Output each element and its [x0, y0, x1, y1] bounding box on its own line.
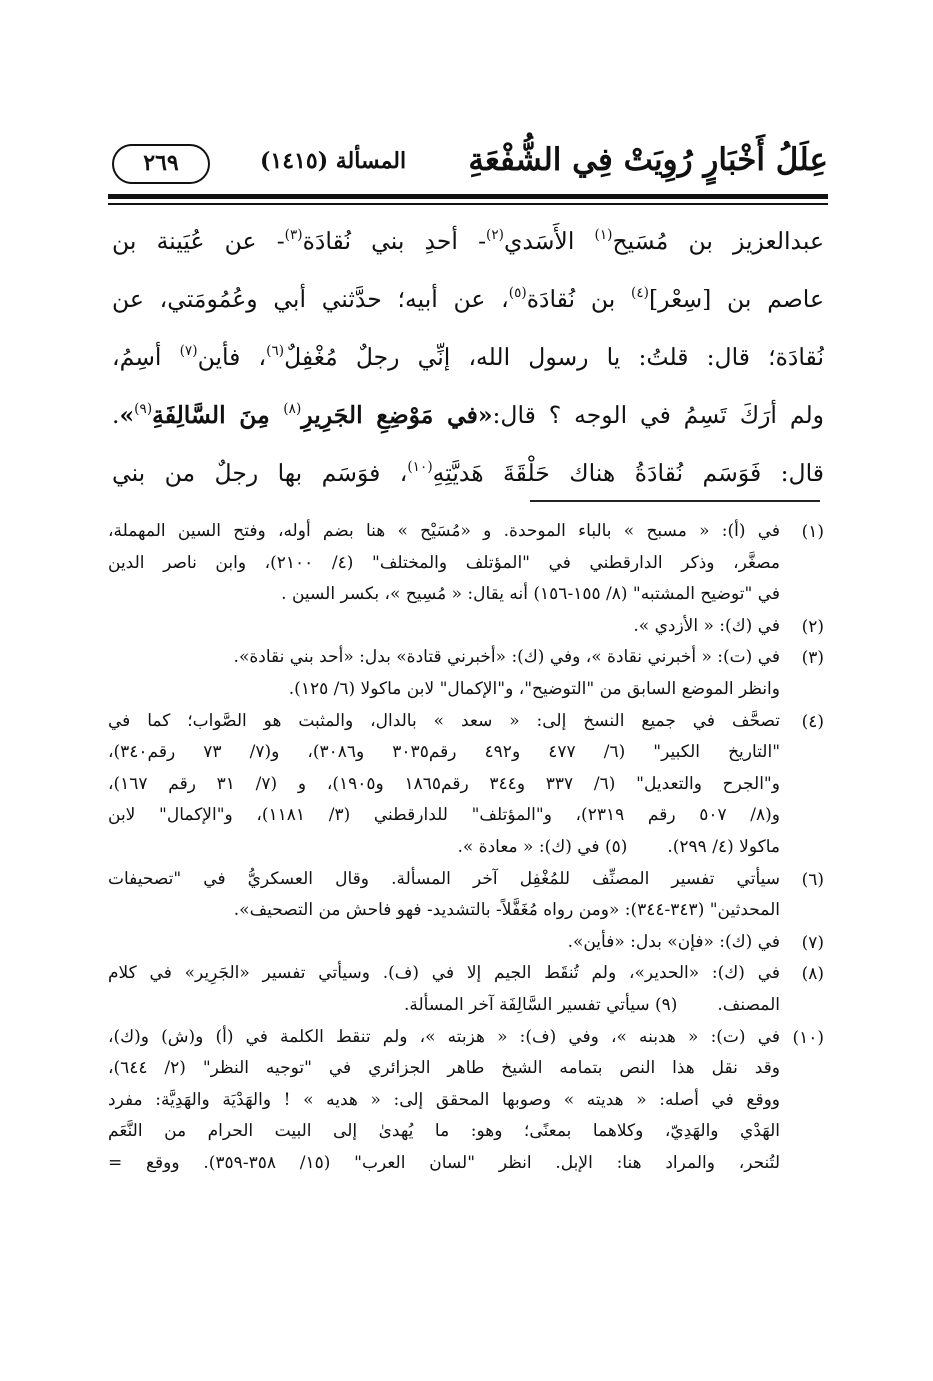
main-line: عاصم بن [سِعْر]$^{(٤)}$ بن نُقادَة$^{(٥)}$، عن أبيه؛ حدَّثني أبي وعُمُومَتي، عن [112, 284, 824, 313]
footnote-line: مصغَّر، وذكر الدارقطني في "المؤتلف والمختلف" (٤/ ٢١٠٠)، وابن ناصر الدين [108, 552, 780, 573]
footnote-line: في (ت): « أخبرني نقادة »، وفي (ك): «أخبرني قتادة» بدل: «أحد بني نقادة». [233, 647, 780, 668]
footnote [108, 864, 824, 927]
footnote [108, 958, 824, 1021]
footnote-line: تصحَّف في جميع النسخ إلى: « سعد » بالدال، والمثبت هو الصَّواب؛ كما في [108, 710, 780, 731]
footnote-ref: (٤) [630, 284, 649, 301]
footnote-inline: (٩) سيأتي تفسير السَّالِفَة آخر المسألة. [403, 994, 678, 1015]
footnote-line: في (ت): « هدبنه »، وفي (ف): « هزبته »، ولم تنقط الكلمة في (أ) و(ش) و(ك)، [108, 1026, 780, 1047]
main-text [112, 212, 824, 502]
footnote-line: في "توضيح المشتبه" (٨/ ١٥٥-١٥٦) أنه يقال: « مُسِيح »، بكسر السين . [281, 584, 780, 605]
book-title: عِلَلُ أَخْبَارٍ رُوِيَتْ فِي الشُّفْعَةِ [468, 142, 828, 178]
footnote-line: و(٨/ ٥٠٧ رقم ٢٣١٩)، و"المؤتلف" للدارقطني (٣/ ١١٨١)، و"الإكمال" لابن [108, 805, 780, 826]
footnote [108, 516, 824, 611]
footnote-ref: (٩) [134, 400, 153, 417]
footnote-line: ووقع في أصله: « هديته » وصوبها المحقق إلى: « هديه » ! والهَدْيَة والهَدِيَّة: مفرد [108, 1089, 780, 1110]
main-line: عبدالعزيز بن مُسَيح$^{(١)}$ الأَسَدي$^{(٢)}$- أحدِ بني نُقادَة$^{(٣)}$- عن عُيَينة بن [112, 226, 824, 255]
running-header [108, 138, 828, 190]
footnote-ref: (٢) [486, 226, 504, 243]
footnote-line: في (ك): « الأزدي ». [633, 615, 780, 636]
header-rule-thick [108, 194, 828, 199]
footnote-separator [530, 500, 820, 502]
footnote-number: (٢) [801, 616, 824, 637]
main-line: نُقادَة؛ قال: قلتُ: يا رسول الله، إنِّي رجلٌ مُغْفِلٌ$^{(٦)}$، فأين$^{(٧)}$ أسِمُ، [112, 342, 824, 371]
issue-label: المسألة (١٤١٥) [260, 148, 407, 174]
footnote-line: في (ك): «فإن» بدل: «فأين». [567, 931, 780, 952]
footnote-line: "التاريخ الكبير" (٦/ ٤٧٧ و٤٩٢ رقم٣٠٣٥ و٣٠٨٦)، و(٧/ ٧٣ رقم٣٤٠)، [108, 742, 780, 763]
hadith-quote: مِنَ السَّالِفَةِ [152, 401, 284, 429]
footnote [108, 927, 824, 959]
footnotes [108, 516, 824, 1179]
footnote-number: (٧) [801, 932, 824, 953]
page-number-badge: ٢٦٩ [112, 144, 210, 184]
footnote-line: وقد نقل هذا النص بتمامه الشيخ طاهر الجزائري في "توجيه النظر" (٢/ ٦٤٤)، [108, 1058, 780, 1079]
footnote-number: (٣) [801, 648, 824, 669]
footnote-ref: (٨) [283, 400, 302, 417]
footnote-line: ماكولا (٤/ ٢٩٩).(٥) في (ك): « معادة ». [108, 832, 780, 864]
main-line: ولم أرَكَ تَسِمُ في الوجه ؟ قال:«في مَوْضِعِ الجَرِيرِ$^{(٨)}$ مِنَ السَّالِفَةِ$^{(٩)}$». [112, 400, 824, 429]
footnote-ref: (١٠) [407, 458, 433, 475]
footnote-number: (١٠) [792, 1027, 824, 1048]
footnote-line: في (ك): «الحدير»، ولم تُنقَط الجيم إلا في (ف). وسيأتي تفسير «الجَرِير» في كلام [108, 963, 780, 984]
footnote-ref: (٧) [179, 342, 198, 359]
header-rule-thin [108, 203, 828, 205]
footnote-line: وانظر الموضع السابق من "التوضيح"، و"الإكمال" لابن ماكولا (٦/ ١٢٥). [288, 678, 780, 699]
footnote-number: (٦) [801, 869, 824, 890]
footnote-ref: (١) [594, 226, 613, 243]
footnote [108, 1022, 824, 1180]
footnote-inline: (٥) في (ك): « معادة ». [457, 836, 628, 857]
footnote [108, 611, 824, 643]
footnote-ref: (٥) [508, 284, 527, 301]
footnote-line: و"الجرح والتعديل" (٦/ ٣٣٧ و٣٤٤ رقم١٨٦٥ و١٩٠٥)، و (٧/ ٣١ رقم ١٦٧)، [108, 773, 780, 794]
footnote-line: المصنف.(٩) سيأتي تفسير السَّالِفَة آخر المسألة. [108, 990, 780, 1022]
footnote-ref: (٣) [284, 226, 303, 243]
hadith-quote: «في مَوْضِعِ الجَرِيرِ [301, 401, 493, 429]
footnote-line: سيأتي تفسير المصنِّف للمُغْفِل آخر المسألة. وقال العسكريُّ في "تصحيفات [108, 868, 780, 889]
main-line: قال: فَوَسَم نُقادَةُ هناك حَلْقَةَ هَديَّتِهِ$^{(١٠)}$، فوَسَم بها رجلٌ من بني [112, 458, 824, 487]
footnote-line: الهَدْي والهَدِيّ، وكلاهما بمعنًى؛ وهو: ما يُهدىٰ إلى البيت الحرام من النَّعَم [108, 1121, 780, 1142]
footnote-line: في (أ): « مسبح » بالباء الموحدة. و «مُسَيْح » هنا بضم أوله، وفتح السين المهملة، [108, 521, 780, 541]
footnote-number: (١) [801, 522, 824, 542]
footnote-line: المحدثين" (٣٤٣-٣٤٤): «ومن رواه مُغَفَّلاً- بالتشديد- فهو فاحش من التصحيف». [233, 900, 780, 921]
footnote [108, 706, 824, 864]
footnote-number: (٤) [801, 711, 824, 732]
footnote-number: (٨) [801, 964, 824, 985]
footnote-line: لتُنحر، والمراد هنا: الإبل. انظر "لسان العرب" (١٥/ ٣٥٨-٣٥٩). ووقع = [108, 1152, 780, 1173]
footnote-ref: (٦) [266, 342, 285, 359]
footnote [108, 642, 824, 705]
